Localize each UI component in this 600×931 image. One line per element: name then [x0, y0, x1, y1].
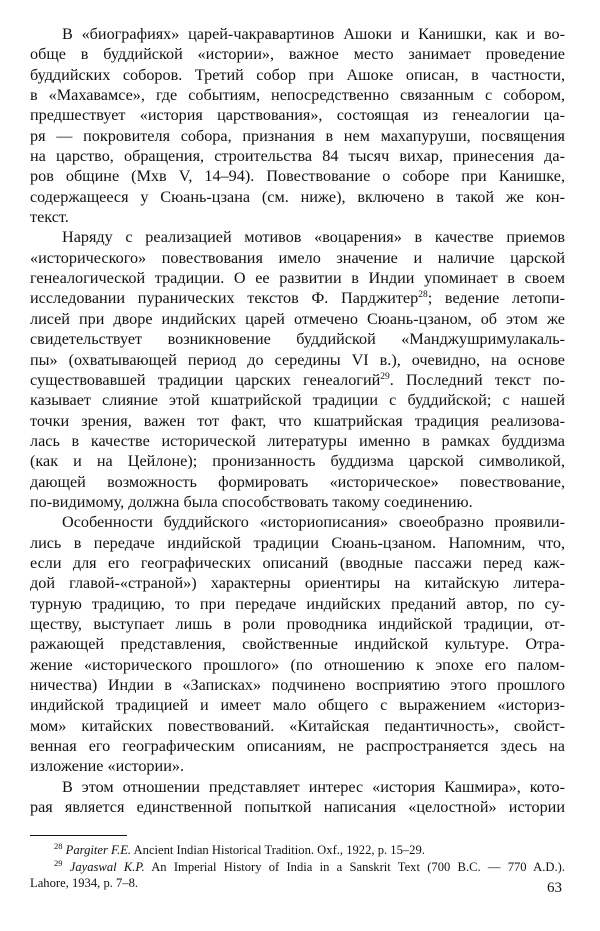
- text-line: дающей возможность формировать «историческое» повествование,: [30, 472, 565, 491]
- text-line: дой главой-«страной») характерны ориентиры на китайскую литера-: [30, 574, 565, 593]
- text-line: (как и на Цейлоне); пронизанность буддизма царской символикой,: [30, 452, 565, 471]
- text-line: Наряду с реализацией мотивов «воцарения» в качестве приемов: [62, 228, 565, 247]
- text-line: свидетельствует возникновение буддийской «Манджушримулакаль-: [30, 330, 565, 349]
- text-line: точки зрения, важен тот факт, что кшатрийская традиция реализова-: [30, 411, 565, 430]
- text-line: по-видимому, должна была способствовать такому соединению.: [30, 492, 473, 511]
- footnote-ref-28[interactable]: 28: [418, 290, 428, 301]
- text-line: пы» (охватывающей период до середины VI в.), очевидно, на основе: [30, 350, 565, 369]
- text-fragment: существовавшей традиции царских генеалогий: [30, 370, 381, 389]
- text-fragment: исследовании пуранических текстов Ф. Парджитер: [30, 289, 419, 308]
- text-line: ществу, выступает лишь в роли проводника индийской традиции, от-: [30, 614, 565, 633]
- paragraph-2: [30, 227, 565, 512]
- footnote-number: 28: [54, 841, 63, 852]
- text-line: В этом отношении представляет интерес «история Кашмира», кото-: [62, 777, 565, 796]
- text-line: в «Махавамсе», где событиям, непосредственно связанным с собором,: [30, 86, 565, 105]
- footnotes: [30, 842, 565, 891]
- text-line: казывает слияние этой кшатрийской традиции с буддийской; с нашей: [30, 391, 565, 410]
- text-line: жение «исторического прошлого» (по отношению к эпохе его палом-: [30, 655, 565, 674]
- text-line: содержащееся у Сюань-цзана (см. ниже), включено в такой же кон-: [30, 187, 565, 206]
- text-line: если для его географических описаний (вводные пассажи перед каж-: [30, 553, 565, 572]
- text-line: индийской традицией и имеет мало общего с выражением «историз-: [30, 696, 565, 715]
- text-line: текст.: [30, 208, 69, 227]
- text-line: лись в передаче индийской традиции Сюань-цзаном. Напомним, что,: [30, 533, 565, 552]
- text-fragment: ; ведение летопи-: [427, 289, 565, 308]
- footnote-author: Jayaswal K.P.: [69, 859, 145, 874]
- paragraph-3: [30, 512, 565, 776]
- footnote-29: [30, 859, 565, 875]
- text-line: «исторического» повествования имело значение и наличие царской: [30, 248, 565, 267]
- footnote-text: An Imperial History of India in a Sanskrit Text (700 B.C. — 770 A.D.).: [151, 859, 565, 874]
- main-text: [30, 24, 565, 817]
- footnote-author: Pargiter F.E.: [65, 843, 132, 858]
- text-line: изложение «истории».: [30, 757, 184, 776]
- text-line: на царство, обращения, строительства 84 тысяч вихар, принесения да-: [30, 147, 565, 166]
- text-line: лисей при дворе индийских царей отмечено Сюань-цзаном, об этом же: [30, 309, 565, 328]
- text-line: лась в качестве исторической литературы именно в рамках буддизма: [30, 431, 565, 450]
- text-line: предшествует «история царствования», состоящая из генеалогии ца-: [30, 106, 565, 125]
- footnote-ref-29[interactable]: 29: [380, 371, 390, 382]
- text-line: Особенности буддийского «историописания» своеобразно проявили-: [62, 513, 565, 532]
- footnote-29-continued: Lahore, 1934, p. 7–8.: [30, 875, 139, 890]
- text-line: венная его географическим описаниям, не распространяется здесь на: [30, 737, 565, 756]
- text-line-with-footnote: [30, 370, 565, 390]
- text-line: рая является единственной попыткой написания «целостной» истории: [30, 798, 565, 817]
- text-fragment: . Последний текст по-: [389, 370, 565, 389]
- text-line: мом» китайских повествований. «Китайская педантичность», свойст-: [30, 716, 565, 735]
- text-line: В «биографиях» царей-чакравартинов Ашоки и Канишки, как и во-: [62, 25, 565, 43]
- book-page: [30, 24, 565, 891]
- footnote-28: [30, 842, 565, 858]
- page-number: 63: [547, 880, 562, 896]
- text-line: ров общине (Мхв V, 14–94). Повествование о соборе при Канишке,: [30, 167, 565, 186]
- text-line-with-footnote: [30, 288, 565, 308]
- text-line: буддийских соборов. Третий собор при Ашоке описан, в частности,: [30, 65, 565, 84]
- text-line: ражающей представления, свойственные индийской культуре. Отра-: [30, 635, 565, 654]
- text-line: ничества) Индии в «Записках» подчинено восприятию этого прошлого: [30, 676, 565, 694]
- footnote-number: 29: [54, 857, 63, 868]
- footnote-text: Ancient Indian Historical Tradition. Oxf., 1922, p. 15–29.: [133, 843, 425, 858]
- text-line: генеалогической традиции. О ее развитии в Индии упоминает в своем: [30, 269, 565, 288]
- paragraph-4: [30, 777, 565, 818]
- text-line: турную традицию, то при передаче индийских преданий автор, по су-: [30, 594, 565, 613]
- paragraph-1: [30, 24, 565, 227]
- text-line: ря — покровителя собора, признания в нем махапуруши, посвящения: [30, 126, 565, 145]
- text-line: обще в буддийской «истории», важное место занимает проведение: [30, 45, 565, 64]
- footnote-divider: [30, 835, 127, 836]
